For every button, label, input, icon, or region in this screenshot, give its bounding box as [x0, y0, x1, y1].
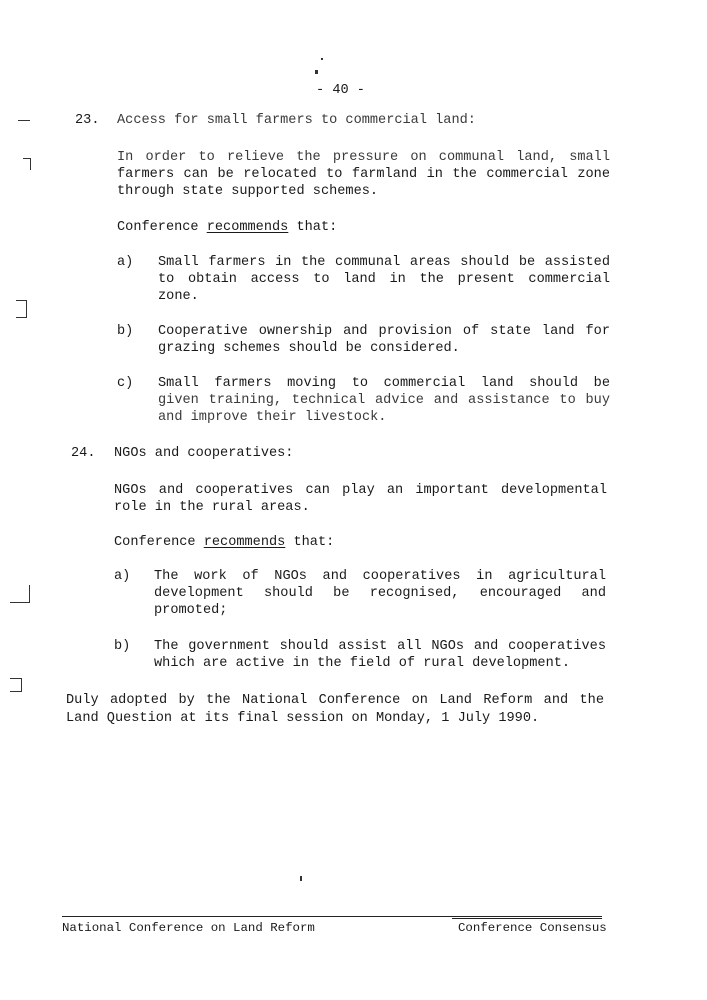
footer-rule-short — [452, 918, 602, 919]
scan-artifact — [18, 120, 30, 121]
section-23-number: 23. — [75, 113, 100, 128]
item-23a-label: a) — [117, 255, 134, 270]
item-23b-label: b) — [117, 324, 134, 339]
section-24-heading: NGOs and cooperatives: — [114, 446, 294, 461]
item-24a-label: a) — [114, 569, 131, 584]
closing-line-1: Duly adopted by the National Conference on Land Reform and the — [66, 693, 604, 708]
footer-right: Conference Consensus — [458, 921, 607, 935]
closing-line-2: Land Question at its final session on Monday, 1 July 1990. — [66, 711, 540, 726]
item-24b-label: b) — [114, 639, 131, 654]
footer-left: National Conference on Land Reform — [62, 921, 315, 935]
item-23a-line-2: to obtain access to land in the present commercial — [158, 272, 610, 287]
section-24-recommends: Conference recommends that: — [114, 535, 335, 550]
scan-artifact — [10, 602, 30, 603]
scan-artifact — [300, 876, 302, 881]
item-23c-line-2: given training, technical advice and assistance to buy — [158, 393, 610, 408]
scan-artifact — [315, 70, 318, 74]
section-24-intro-line-1: NGOs and cooperatives can play an important developmental — [114, 483, 607, 498]
scan-artifact — [16, 300, 27, 318]
item-24a-line-3: promoted; — [154, 603, 228, 618]
scan-artifact — [321, 58, 323, 60]
item-23b-line-2: grazing schemes should be considered. — [158, 341, 460, 356]
scan-artifact — [30, 158, 31, 170]
section-23-intro-line-3: through state supported schemes. — [117, 184, 379, 199]
section-23-recommends: Conference recommends that: — [117, 220, 338, 235]
item-24a-line-1: The work of NGOs and cooperatives in agricultural — [154, 569, 606, 584]
scan-artifact — [10, 691, 22, 692]
item-23b-line-1: Cooperative ownership and provision of state land for — [158, 324, 610, 339]
section-23-intro-line-2: farmers can be relocated to farmland in the commercial zone — [117, 167, 610, 182]
section-23-heading: Access for small farmers to commercial land: — [117, 113, 476, 128]
item-24a-line-2: development should be recognised, encouraged and — [154, 586, 606, 601]
item-23c-line-3: and improve their livestock. — [158, 410, 387, 425]
item-23c-label: c) — [117, 376, 134, 391]
item-23a-line-1: Small farmers in the communal areas should be assisted — [158, 255, 610, 270]
section-23-intro-line-1: In order to relieve the pressure on communal land, small — [117, 150, 610, 165]
item-23c-line-1: Small farmers moving to commercial land should be — [158, 376, 610, 391]
scan-artifact — [21, 678, 22, 692]
section-24-number: 24. — [71, 446, 96, 461]
section-24-intro-line-2: role in the rural areas. — [114, 500, 310, 515]
item-23a-line-3: zone. — [158, 289, 199, 304]
page-number: - 40 - — [316, 83, 365, 98]
scan-artifact — [29, 585, 30, 603]
item-24b-line-2: which are active in the field of rural development. — [154, 656, 571, 671]
footer-rule — [62, 916, 602, 917]
item-24b-line-1: The government should assist all NGOs and cooperatives — [154, 639, 606, 654]
